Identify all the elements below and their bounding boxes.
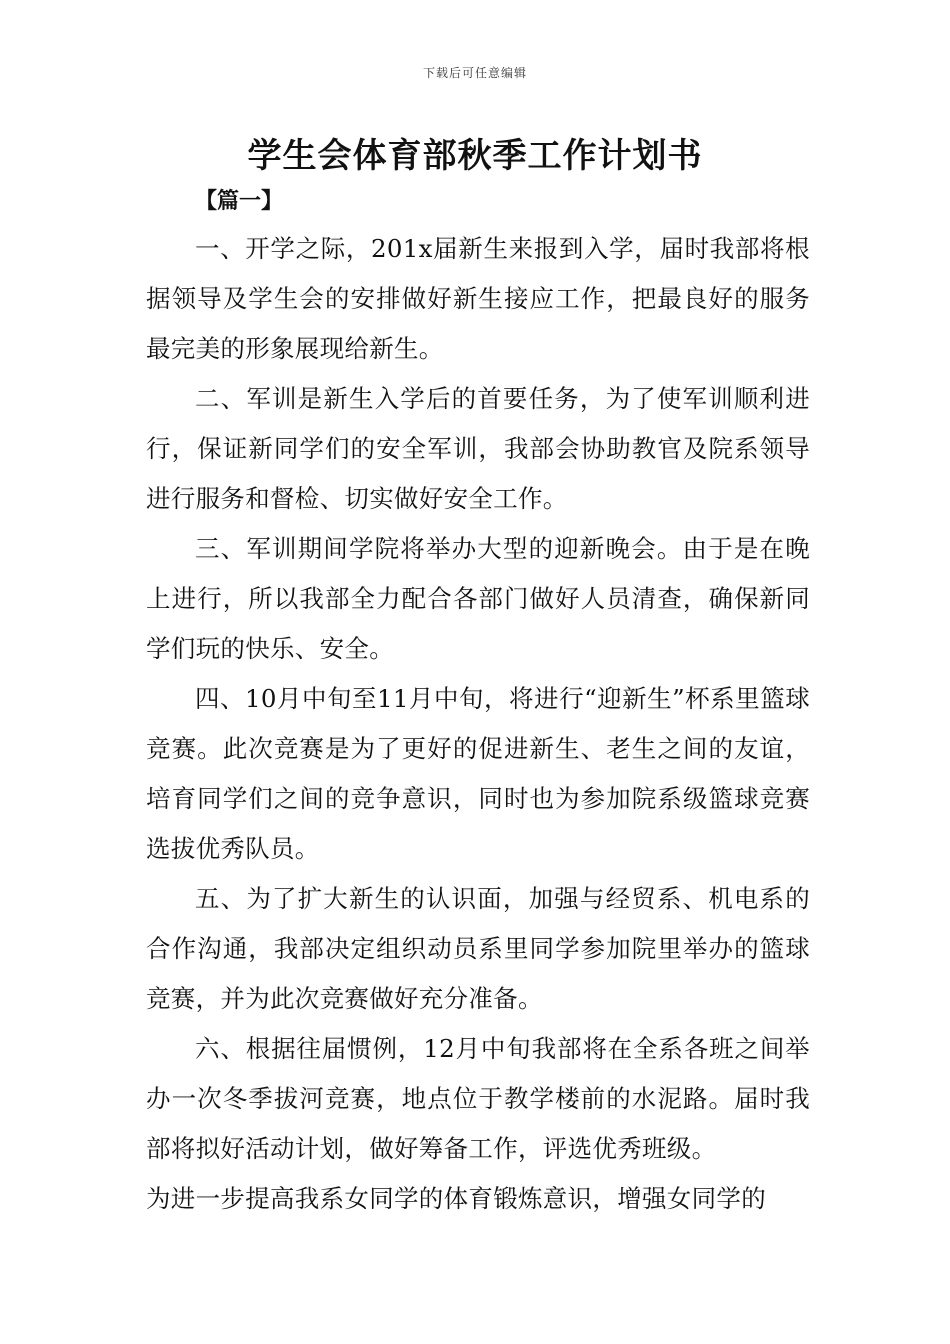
paragraph-4: 四、10月中旬至11月中旬，将进行“迎新生”杯系里篮球竞赛。此次竞赛是为了更好的促进新生、老生之间的友谊，培育同学们之间的竞争意识，同时也为参加院系级篮球竞赛选拔优秀队员。 [146,684,810,863]
body-text [146,224,810,1224]
paragraph-3: 三、军训期间学院将举办大型的迎新晚会。由于是在晚上进行，所以我部全力配合各部门做好人员清查，确保新同学们玩的快乐、安全。 [146,534,810,663]
paragraph-1: 一、开学之际，201x届新生来报到入学，届时我部将根据领导及学生会的安排做好新生接应工作，把最良好的服务最完美的形象展现给新生。 [146,234,810,363]
paragraph-5: 五、为了扩大新生的认识面，加强与经贸系、机电系的合作沟通，我部决定组织动员系里同学参加院里举办的篮球竞赛，并为此次竞赛做好充分准备。 [146,884,810,1013]
paragraph-6: 六、根据往届惯例，12月中旬我部将在全系各班之间举办一次冬季拔河竞赛，地点位于教学楼前的水泥路。届时我部将拟好活动计划，做好筹备工作，评选优秀班级。 [146,1034,810,1163]
page-title: 学生会体育部秋季工作计划书 [247,136,703,176]
header-note: 下载后可任意编辑 [422,66,527,80]
paragraph-2: 二、军训是新生入学后的首要任务，为了使军训顺利进行，保证新同学们的安全军训，我部会协助教官及院系领导进行服务和督检、切实做好安全工作。 [146,384,810,513]
paragraph-continuation: 为进一步提高我系女同学的体育锻炼意识，增强女同学的 [146,1184,766,1213]
section-label: 【篇一】 [195,189,284,214]
